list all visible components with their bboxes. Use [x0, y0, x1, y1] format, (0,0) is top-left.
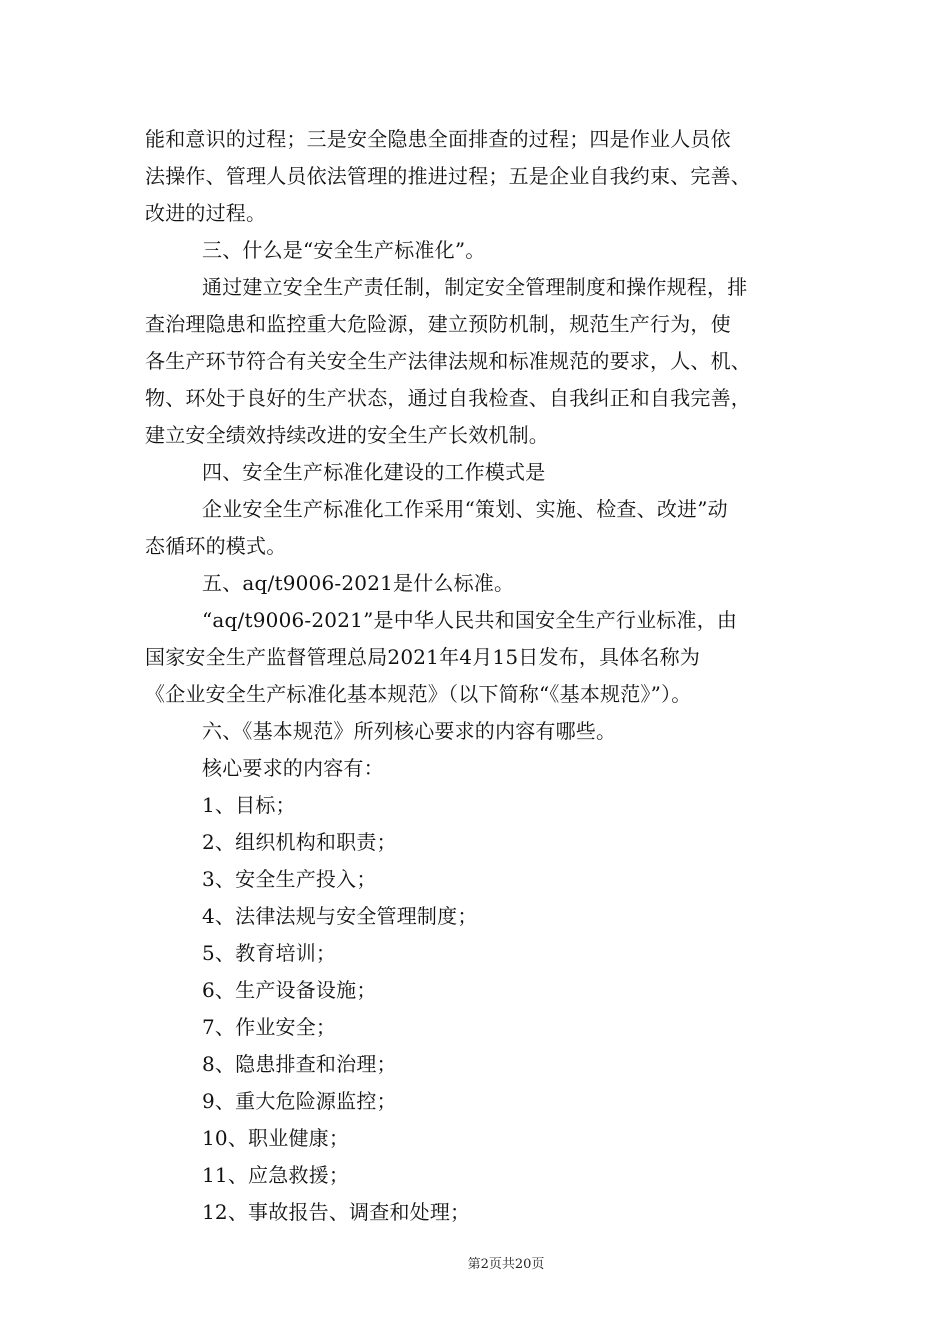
list-item: 8、隐患排查和治理； [202, 1052, 397, 1076]
list-item: 3、安全生产投入； [202, 867, 377, 891]
paragraph-line: 各生产环节符合有关安全生产法律法规和标准规范的要求，人、机、 [145, 349, 751, 373]
section-heading: 四、安全生产标准化建设的工作模式是 [202, 460, 546, 484]
paragraph-line: 态循环的模式。 [145, 534, 287, 558]
list-item: 4、法律法规与安全管理制度； [202, 904, 478, 928]
paragraph-line: 国家安全生产监督管理总局2021年4月15日发布，具体名称为 [145, 645, 701, 669]
list-item: 6、生产设备设施； [202, 978, 377, 1002]
list-item: 5、教育培训； [202, 941, 337, 965]
page-number-footer: 第2页共20页 [467, 1257, 545, 1272]
section-heading: 五、aq/t9006-2021是什么标准。 [202, 571, 515, 595]
paragraph-line: 建立安全绩效持续改进的安全生产长效机制。 [145, 423, 549, 447]
paragraph-line: 通过建立安全生产责任制，制定安全管理制度和操作规程，排 [202, 275, 748, 299]
list-item: 9、重大危险源监控； [202, 1089, 397, 1113]
list-item: 11、应急救援； [202, 1163, 350, 1187]
paragraph-line: 物、环处于良好的生产状态，通过自我检查、自我纠正和自我完善， [145, 386, 751, 410]
section-heading: 六、《基本规范》所列核心要求的内容有哪些。 [202, 719, 617, 743]
paragraph-line: 企业安全生产标准化工作采用“策划、实施、检查、改进”动 [202, 497, 728, 521]
paragraph-line: 《企业安全生产标准化基本规范》（以下简称“《基本规范》”）。 [145, 682, 692, 706]
paragraph-line: 核心要求的内容有： [202, 756, 384, 780]
list-item: 12、事故报告、调查和处理； [202, 1200, 471, 1224]
list-item: 2、组织机构和职责； [202, 830, 397, 854]
list-item: 7、作业安全； [202, 1015, 337, 1039]
paragraph-line: 法操作、管理人员依法管理的推进过程；五是企业自我约束、完善、 [145, 164, 751, 188]
paragraph-line: 能和意识的过程；三是安全隐患全面排查的过程；四是作业人员依 [145, 127, 731, 151]
paragraph-line: “aq/t9006-2021”是中华人民共和国安全生产行业标准，由 [202, 608, 738, 632]
list-item: 10、职业健康； [202, 1126, 350, 1150]
document-body [145, 121, 810, 1231]
paragraph-line: 改进的过程。 [145, 201, 267, 225]
list-item: 1、目标； [202, 793, 296, 817]
section-heading: 三、什么是“安全生产标准化”。 [202, 238, 486, 262]
paragraph-line: 查治理隐患和监控重大危险源，建立预防机制，规范生产行为，使 [145, 312, 731, 336]
